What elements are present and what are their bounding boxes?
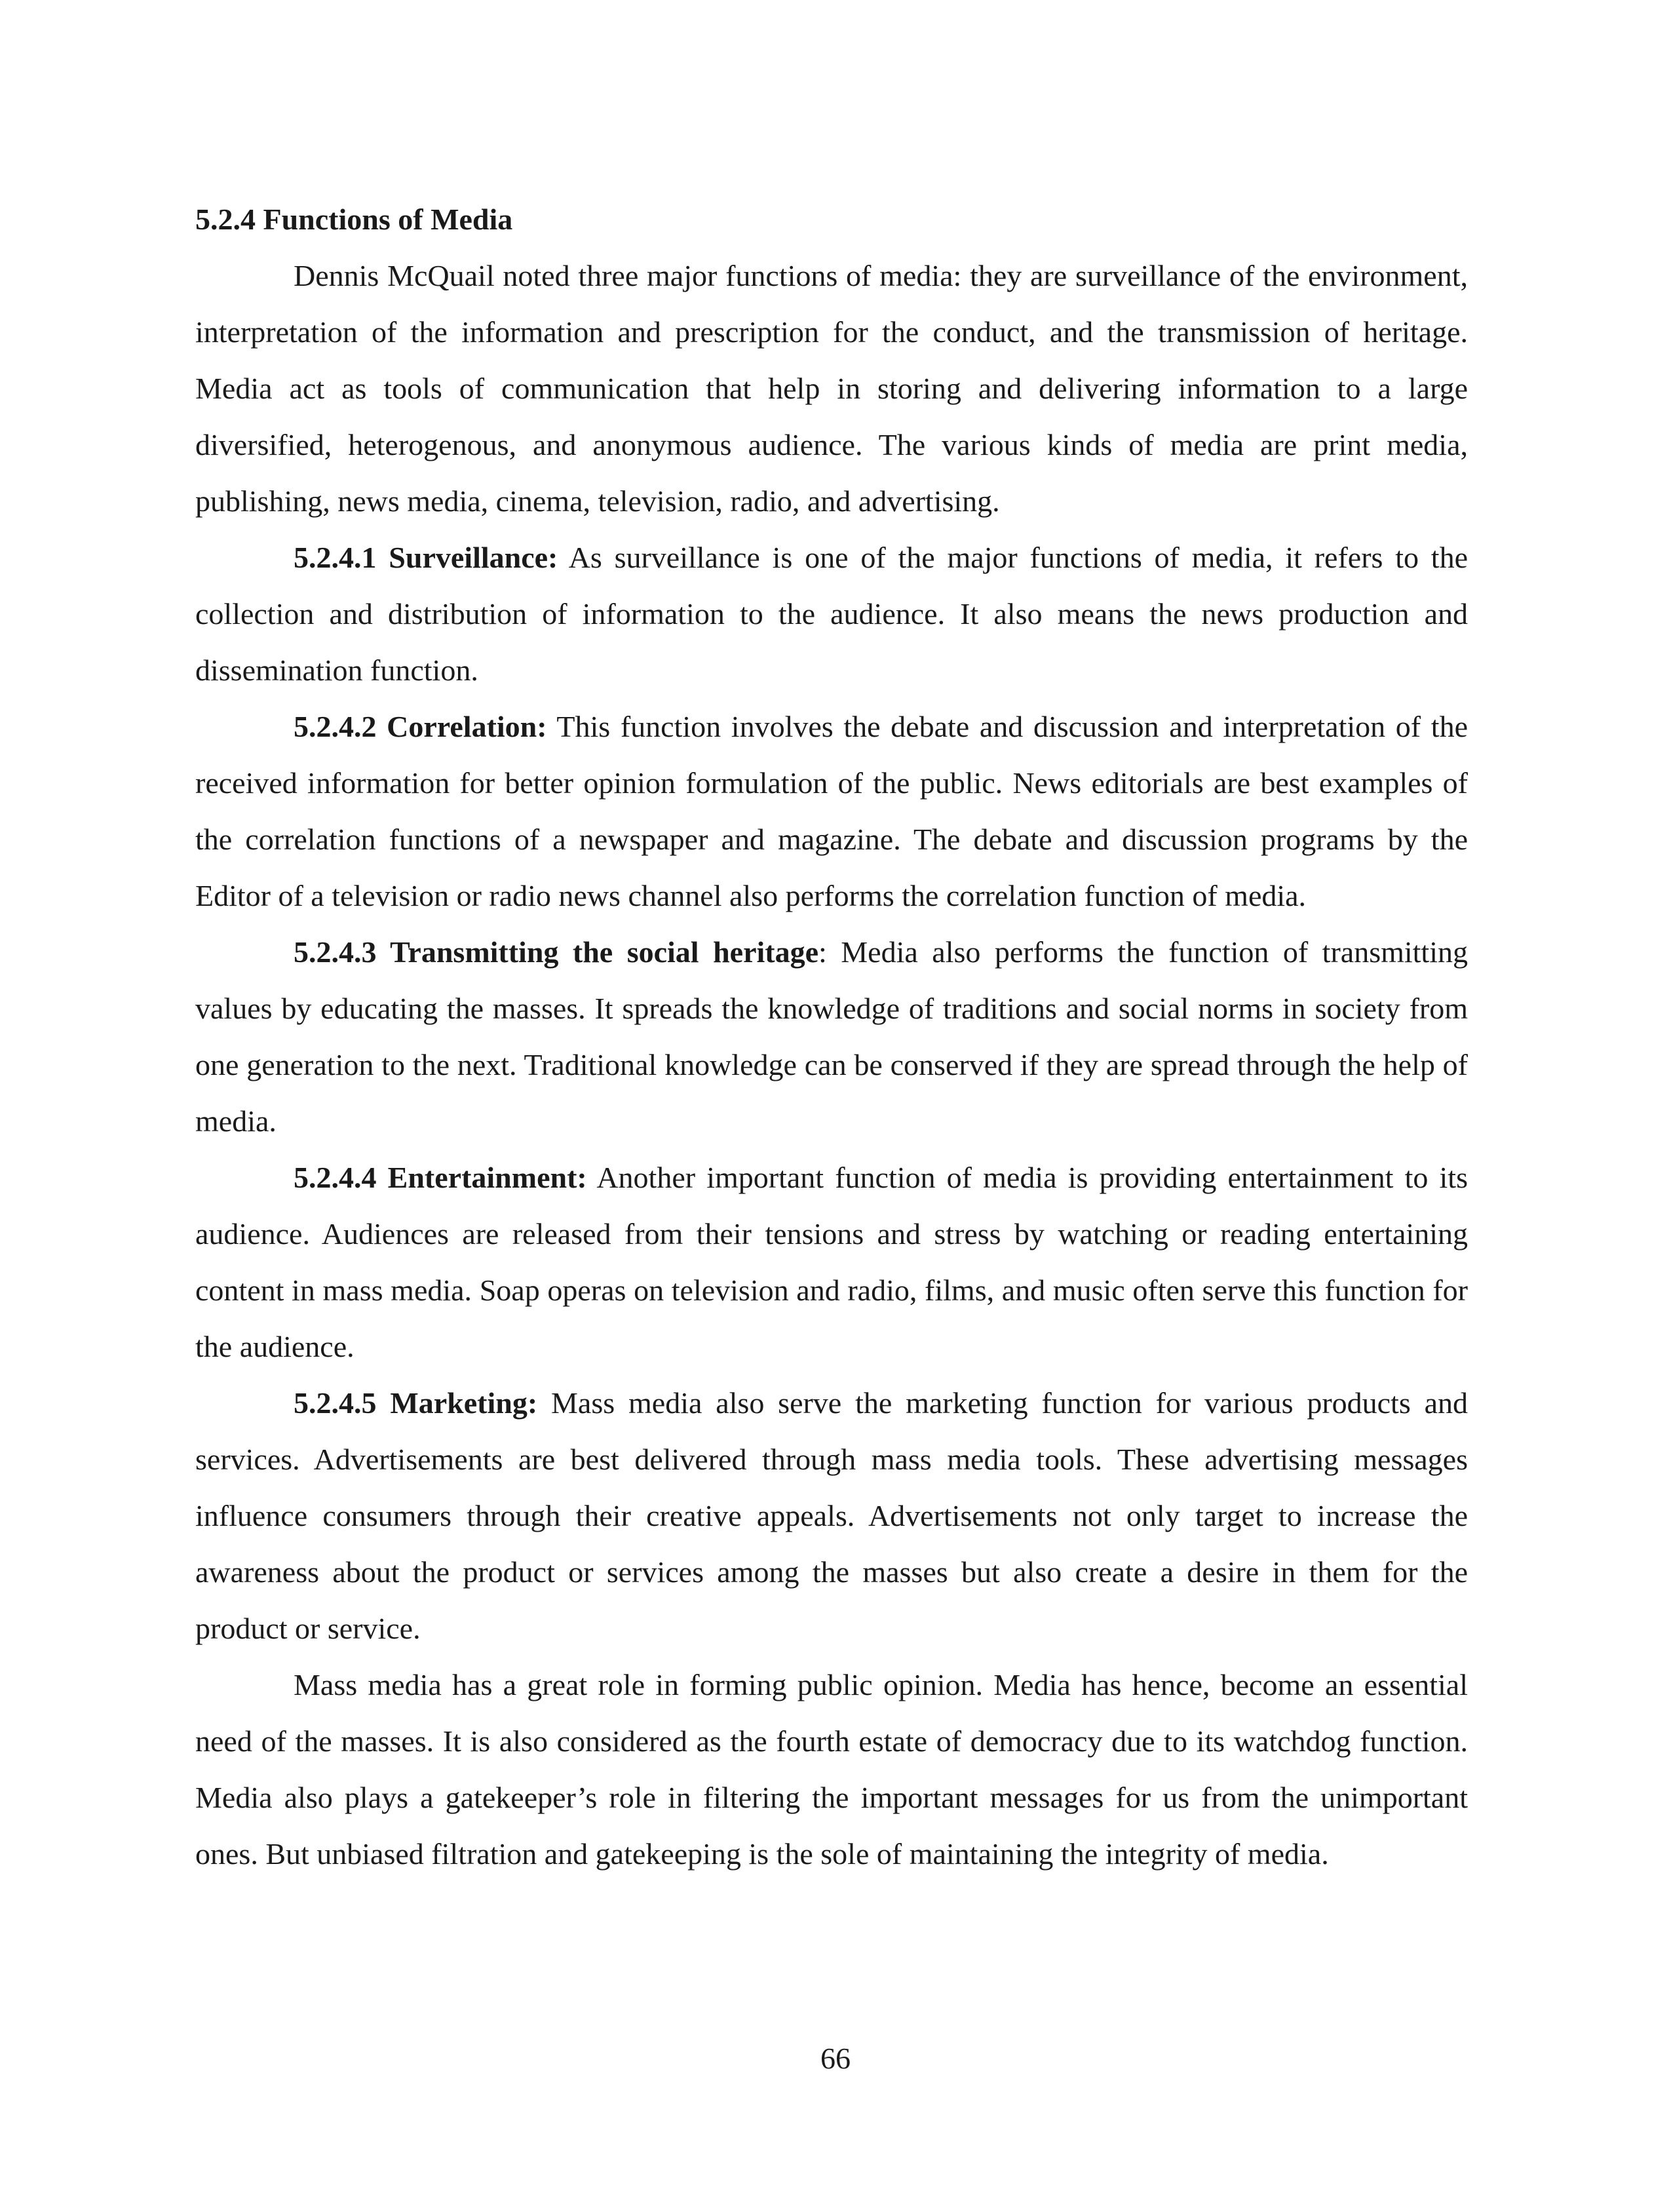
paragraph-text: Mass media also serve the marketing function for various products and services. Advertisements are best delivered through mass media tools. These advertising messages influence consumers through their creative appeals. Advertisements not only target to increase the awareness about the product or services among the masses but also create a desire in them for the product or service. <box>195 1386 1468 1645</box>
intro-paragraph: Dennis McQuail noted three major functions of media: they are surveillance of the environment, interpretation of the information and prescription for the conduct, and the transmission of heritage. Media act as tools of communication that help in storing and delivering information to a large diversified, heterogenous, and anonymous audience. The various kinds of media are print media, publishing, news media, cinema, television, radio, and advertising. <box>195 259 1468 518</box>
paragraph-social-heritage <box>195 924 1468 1150</box>
subsection-label: 5.2.4.2 Correlation: <box>294 710 547 743</box>
page-body <box>195 191 1468 1882</box>
paragraph-text: Another important function of media is providing entertainment to its audience. Audiences are released from their tensions and stress by watching or reading entertaining content in mass media. Soap operas on television and radio, films, and music often serve this function for the audience. <box>195 1161 1468 1363</box>
subsection-label: 5.2.4.5 Marketing: <box>294 1386 538 1420</box>
paragraph-surveillance <box>195 530 1468 699</box>
section-heading: 5.2.4 Functions of Media <box>195 203 513 236</box>
closing-paragraph: Mass media has a great role in forming public opinion. Media has hence, become an essential need of the masses. It is also considered as the fourth estate of democracy due to its watchdog function. Media also plays a gatekeeper’s role in filtering the important messages for us from the unimportant ones. But unbiased filtration and gatekeeping is the sole of maintaining the integrity of media. <box>195 1668 1468 1871</box>
paragraph-text: This function involves the debate and discussion and interpretation of the received information for better opinion formulation of the public. News editorials are best examples of the correlation functions of a newspaper and magazine. The debate and discussion programs by the Editor of a television or radio news channel also performs the correlation function of media. <box>195 710 1468 912</box>
subsection-label: 5.2.4.3 Transmitting the social heritage <box>294 935 819 969</box>
paragraph-text: As surveillance is one of the major functions of media, it refers to the collection and distribution of information to the audience. It also means the news production and dissemination function. <box>195 541 1468 687</box>
paragraph-marketing <box>195 1375 1468 1657</box>
subsection-label: 5.2.4.4 Entertainment: <box>294 1161 587 1194</box>
page-number: 66 <box>820 2042 851 2075</box>
paragraph-correlation <box>195 699 1468 924</box>
paragraph-text: : Media also performs the function of transmitting values by educating the masses. It spreads the knowledge of traditions and social norms in society from one generation to the next. Traditional knowledge can be conserved if they are spread through the help of media. <box>195 935 1468 1138</box>
subsection-label: 5.2.4.1 Surveillance: <box>294 541 558 574</box>
paragraph-entertainment <box>195 1150 1468 1375</box>
